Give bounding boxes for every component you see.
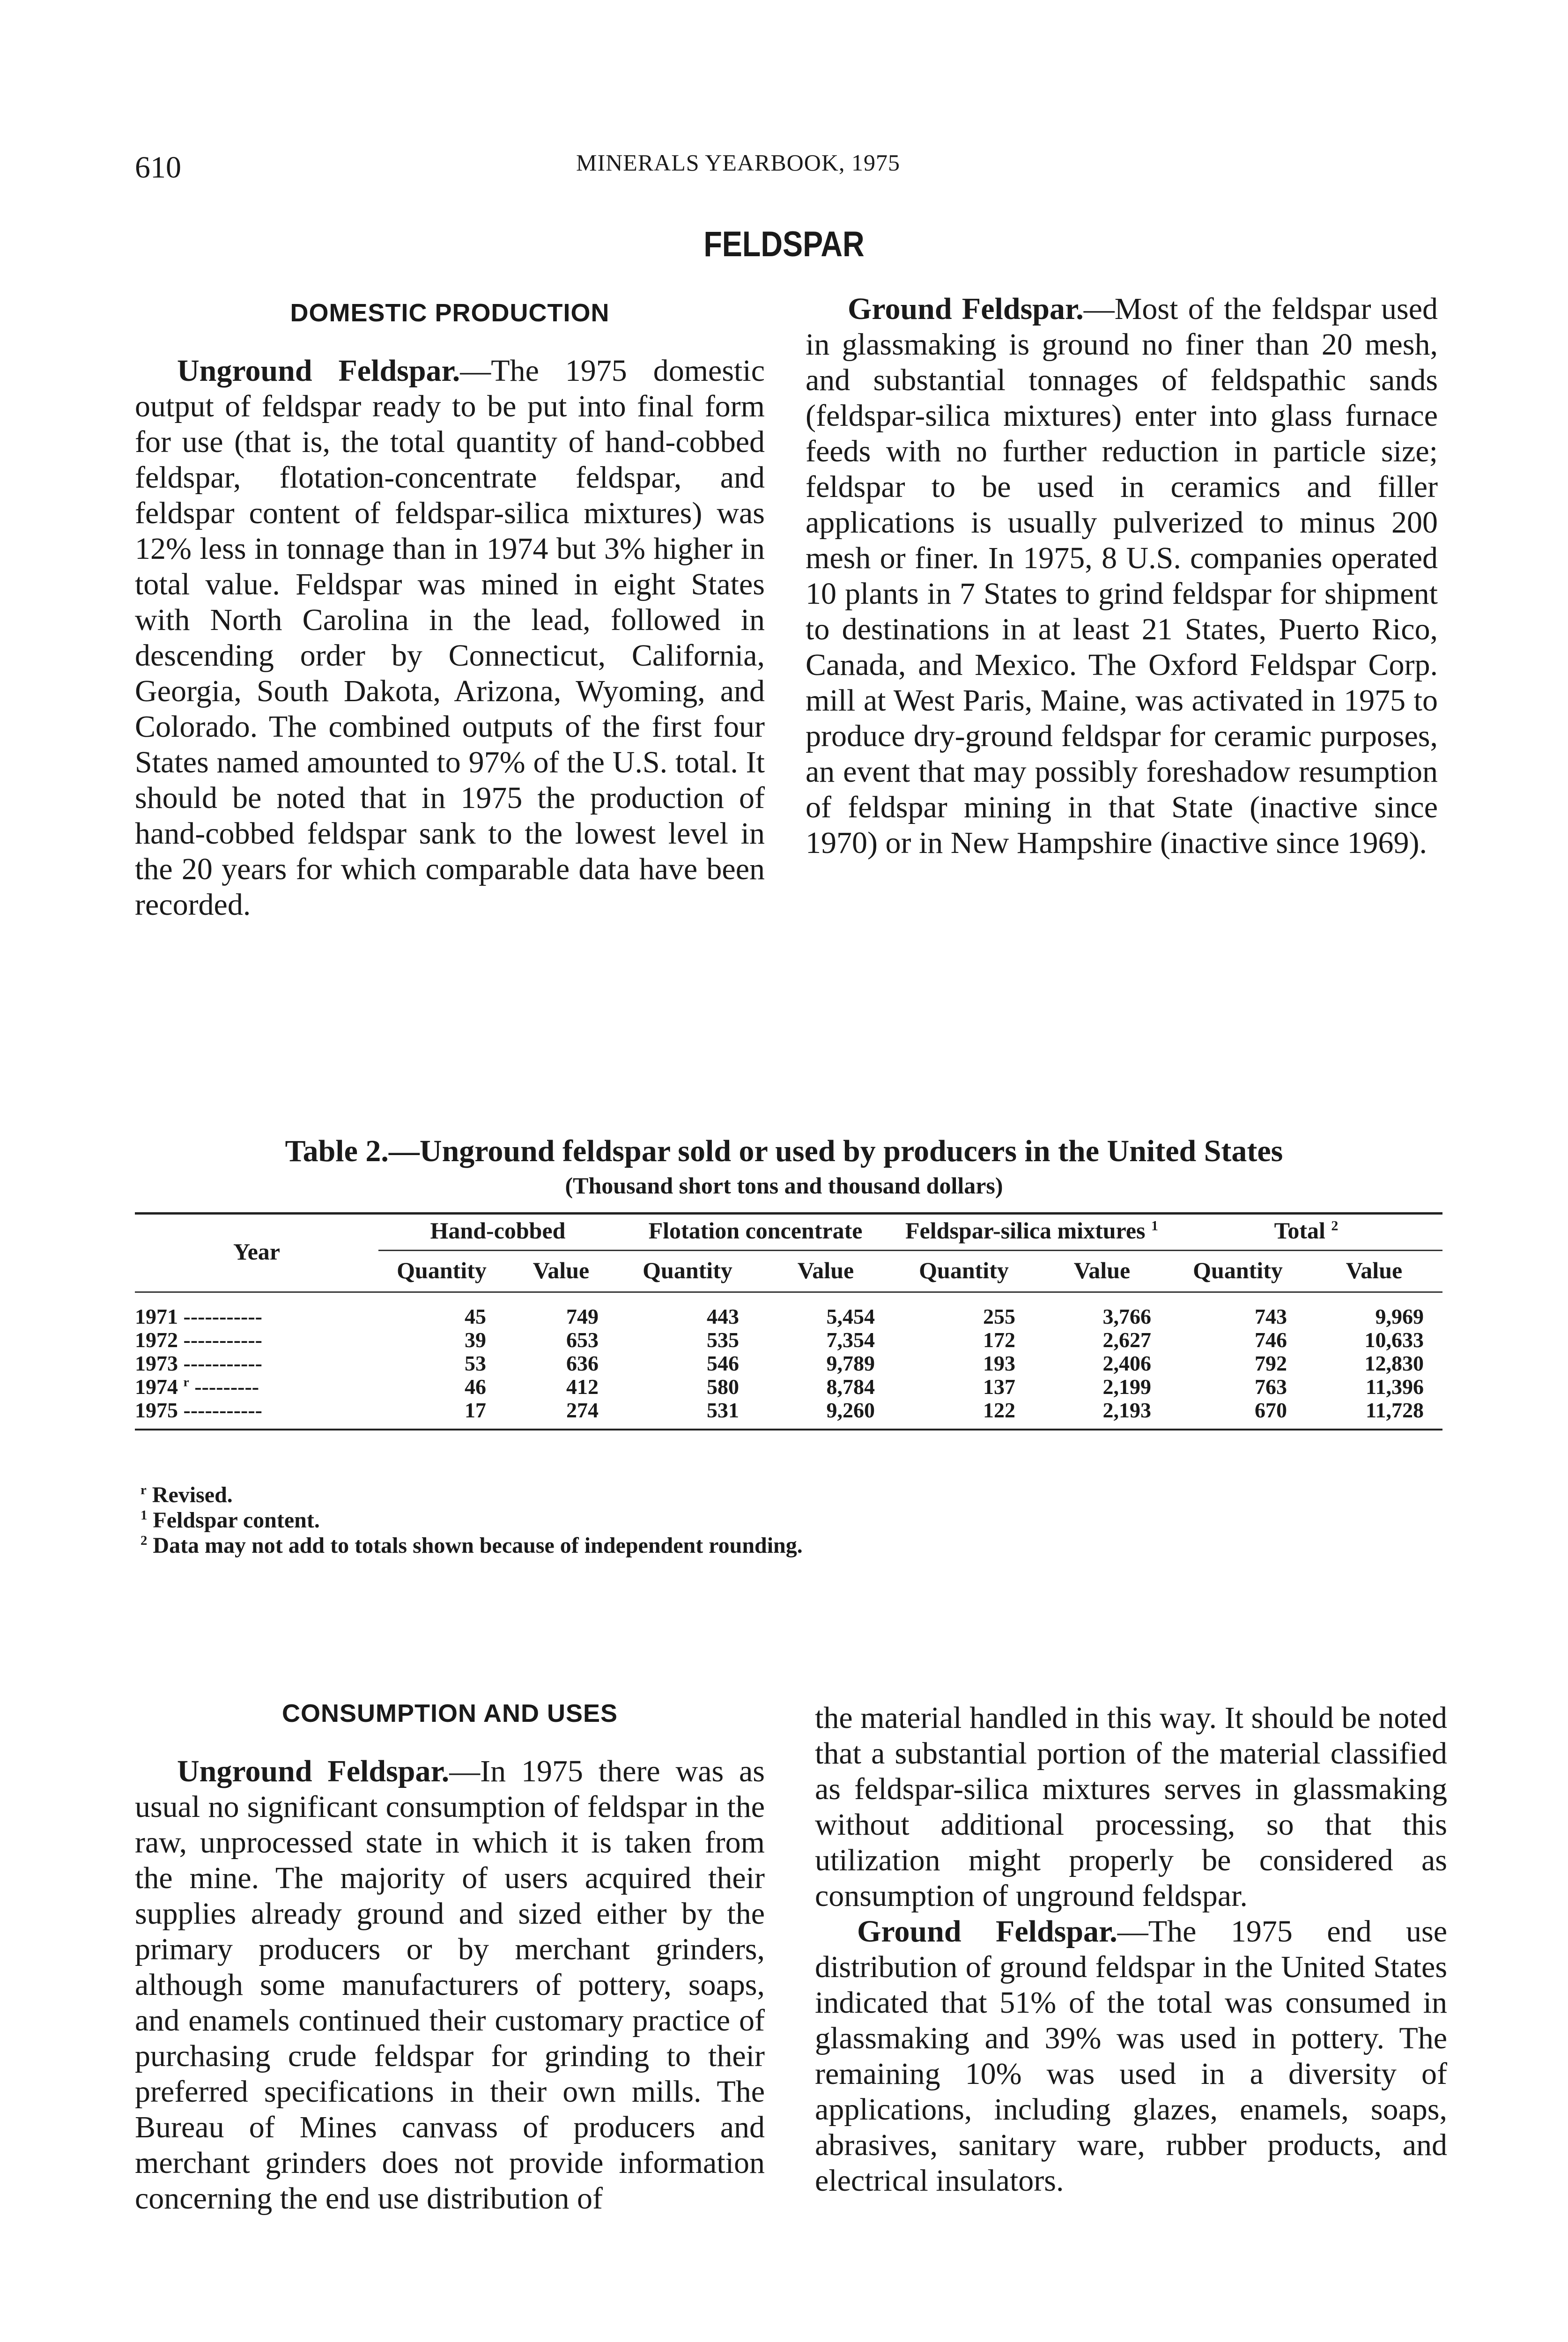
table-subtitle: (Thousand short tons and thousand dollars)	[565, 1172, 1003, 1199]
sub-value-header: Value	[1306, 1251, 1442, 1292]
leader-dots: -----------	[178, 1328, 263, 1352]
table-cell: 2,193	[1034, 1399, 1170, 1430]
ground-feldspar-paragraph	[806, 291, 1438, 861]
leader-dots: -----------	[178, 1304, 263, 1328]
footnote-feldspar-content: $^1$ Feldspar content.	[141, 1508, 320, 1533]
table-cell: 443	[707, 1304, 739, 1328]
table-cell: 46	[465, 1375, 486, 1399]
ground-feldspar-runin: Ground Feldspar.	[848, 292, 1084, 326]
table-row	[135, 1399, 1442, 1430]
consumption-ground-paragraph	[815, 1914, 1447, 2199]
domestic-production-column	[135, 295, 765, 923]
table-cell: 45	[465, 1304, 486, 1328]
table-cell: 11,396	[1366, 1375, 1424, 1399]
table-cell: 749	[566, 1304, 599, 1328]
table-cell: 653	[566, 1328, 599, 1352]
ground-feldspar-column	[806, 291, 1438, 861]
section-title: FELDSPAR	[703, 224, 865, 264]
col-total-header: Total $^2$	[1170, 1213, 1442, 1251]
table-cell: 12,830	[1364, 1351, 1424, 1375]
table-cell: 8,784	[826, 1375, 875, 1399]
unground-feldspar-text: —The 1975 domestic output of feldspar ready to be put into final form for use (that is, the total quantity of hand-cobbed feldspar, flotation-concentrate feldspar, and feldspar content of feldspar-silica mixtures) was 12% less in tonnage than in 1974 but 3% higher in total value. Feldspar was mined in eight States with North Carolina in the lead, followed in descending order by Connecticut, California, Georgia, South Dakota, Arizona, Wyoming, and Colorado. The combined outputs of the first four States named amounted to 97% of the U.S. total. It should be noted that in 1975 the production of hand-cobbed feldspar sank to the lowest level in the 20 years for which comparable data have been recorded.	[135, 354, 765, 922]
table-cell: 274	[505, 1399, 617, 1430]
table-cell: 137	[983, 1375, 1015, 1399]
table-cell: 9,260	[758, 1399, 894, 1430]
table-cell: 763	[1255, 1375, 1287, 1399]
leader-dots: -----------	[178, 1351, 263, 1375]
table-cell: 17	[378, 1399, 505, 1430]
consumption-ground-text: —The 1975 end use distribution of ground feldspar in the United States indicated that 51% of the total was consumed in glassmaking and 39% was used in pottery. The remaining 10% was used in a diversity of applications, including glazes, enamels, soaps, abrasives, sanitary ware, rubber products, and electrical insulators.	[815, 1914, 1447, 2198]
table-cell: 53	[465, 1351, 486, 1375]
table-cell: 535	[707, 1328, 739, 1352]
table-title: Table 2.—Unground feldspar sold or used by producers in the United States	[285, 1134, 1283, 1168]
table-cell: 636	[566, 1351, 599, 1375]
col-year-header: Year	[135, 1213, 378, 1292]
table-cell: 39	[465, 1328, 486, 1352]
table-body	[135, 1292, 1442, 1430]
table-cell: 580	[707, 1375, 739, 1399]
table-cell: 2,627	[1102, 1328, 1151, 1352]
sub-quantity-header: Quantity	[894, 1251, 1034, 1292]
table-cell: 412	[566, 1375, 599, 1399]
table-cell: 670	[1170, 1399, 1306, 1430]
feldspar-table	[135, 1213, 1442, 1430]
leader-dots: ---------	[189, 1375, 259, 1399]
consumption-continued-paragraph: the material handled in this way. It should be noted that a substantial portion of the material classified as feldspar-silica mixtures serves in glassmaking without additional processing, so that this utilization might properly be considered as consumption of unground feldspar.	[815, 1701, 1447, 1913]
consumption-unground-paragraph	[135, 1754, 765, 2216]
running-title: MINERALS YEARBOOK, 1975	[576, 149, 900, 176]
table-cell: 122	[894, 1399, 1034, 1430]
consumption-column-right	[815, 1700, 1447, 2199]
table-cell: 10,633	[1364, 1328, 1424, 1352]
table-cell: 7,354	[826, 1328, 875, 1352]
table-cell: 3,766	[1102, 1304, 1151, 1328]
row-year: 1971 -----------	[135, 1304, 263, 1328]
table-row	[135, 1328, 1442, 1352]
table-cell: 172	[983, 1328, 1015, 1352]
footnote-revised: $^r$ Revised.	[141, 1482, 233, 1507]
footnote-rounding: $^2$ Data may not add to totals shown because of independent rounding.	[141, 1533, 803, 1558]
table-cell: 2,199	[1102, 1375, 1151, 1399]
consumption-ground-runin: Ground Feldspar.	[857, 1914, 1117, 1949]
consumption-heading: CONSUMPTION AND USES	[281, 1699, 618, 1727]
table-row	[135, 1292, 1442, 1329]
table-row	[135, 1375, 1442, 1399]
sub-quantity-header: Quantity	[1170, 1251, 1306, 1292]
row-year: 1974 $^r$ ---------	[135, 1374, 259, 1399]
col-flotation-header: Flotation concentrate	[617, 1213, 894, 1251]
table-row	[135, 1352, 1442, 1375]
col-feldspar-silica-header: Feldspar-silica mixtures $^1$	[894, 1213, 1170, 1251]
sub-value-header: Value	[505, 1251, 617, 1292]
page-number: 610	[135, 150, 181, 185]
unground-feldspar-runin: Unground Feldspar.	[177, 354, 460, 388]
sub-quantity-header: Quantity	[378, 1251, 505, 1292]
unground-feldspar-paragraph	[135, 353, 765, 923]
row-year: 1973 -----------	[135, 1351, 263, 1375]
table-cell: 193	[983, 1351, 1015, 1375]
domestic-production-heading: DOMESTIC PRODUCTION	[290, 299, 610, 327]
table-cell: 9,789	[826, 1351, 875, 1375]
table-cell: 792	[1255, 1351, 1287, 1375]
consumption-unground-runin: Unground Feldspar.	[177, 1754, 450, 1788]
table-cell: 255	[983, 1304, 1015, 1328]
table-cell: 9,969	[1375, 1304, 1424, 1328]
consumption-unground-text: —In 1975 there was as usual no significant consumption of feldspar in the raw, unprocessed state in which it is taken from the mine. The majority of users acquired their supplies already ground and sized either by the primary producers or by merchant grinders, although some manufacturers of pottery, soaps, and enamels continued their customary practice of purchasing crude feldspar for grinding to their preferred specifications in their own mills. The Bureau of Mines canvass of producers and merchant grinders does not provide information concerning the end use distribution of	[135, 1754, 765, 2216]
table-cell: 11,728	[1306, 1399, 1442, 1430]
sub-quantity-header: Quantity	[617, 1251, 758, 1292]
consumption-column-left	[135, 1696, 765, 2216]
table-cell: 743	[1255, 1304, 1287, 1328]
sub-value-header: Value	[758, 1251, 894, 1292]
row-year: 1972 -----------	[135, 1328, 263, 1352]
ground-feldspar-text: —Most of the feldspar used in glassmaking is ground no finer than 20 mesh, and substantial tonnages of feldspathic sands (feldspar-silica mixtures) enter into glass furnace feeds with no further reduction in particle size; feldspar to be used in ceramics and filler applications is usually pulverized to minus 200 mesh or finer. In 1975, 8 U.S. companies operated 10 plants in 7 States to grind feldspar for shipment to destinations in at least 21 States, Puerto Rico, Canada, and Mexico. The Oxford Feldspar Corp. mill at West Paris, Maine, was activated in 1975 to produce dry-ground feldspar for ceramic purposes, an event that may possibly foreshadow resumption of feldspar mining in that State (inactive since 1970) or in New Hampshire (inactive since 1969).	[806, 292, 1438, 860]
table-cell: 546	[707, 1351, 739, 1375]
table-cell: 2,406	[1102, 1351, 1151, 1375]
sub-value-header: Value	[1034, 1251, 1170, 1292]
table-cell: 5,454	[826, 1304, 875, 1328]
table-cell: 746	[1255, 1328, 1287, 1352]
table-footnotes	[141, 1482, 803, 1558]
leader-dots: -----------	[178, 1398, 263, 1422]
row-year: 1975 -----------	[135, 1399, 378, 1430]
table-cell: 531	[617, 1399, 758, 1430]
table-header-row	[135, 1213, 1442, 1251]
col-hand-cobbed-header: Hand-cobbed	[378, 1213, 617, 1251]
